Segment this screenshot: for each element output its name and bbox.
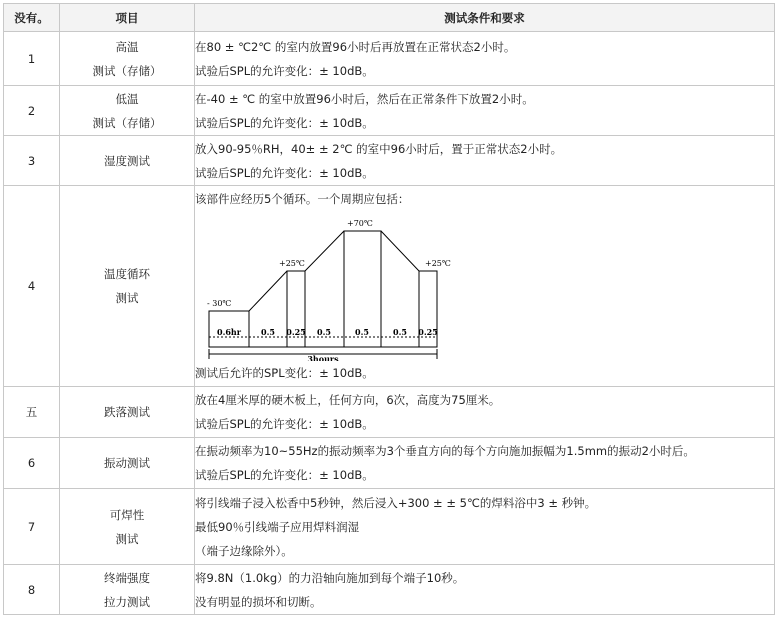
duration-label: 0.5 [355,327,369,337]
cond-line: 在-40 ± ℃ 的室中放置96小时后，然后在正常条件下放置2小时。 [195,91,534,106]
row-conditions [195,86,775,136]
item-line: 跌落测试 [104,405,150,419]
item-line: 终端强度 [104,570,150,585]
row-conditions [195,186,775,387]
table-row [4,136,775,186]
table-row [4,565,775,615]
duration-label: 0.5 [393,327,407,337]
row-item [60,32,195,86]
table-row [4,186,775,387]
row-item [60,186,195,387]
table-row [4,387,775,438]
row-number: 4 [4,186,60,387]
row-number: 1 [4,32,60,86]
header-cond: 测试条件和要求 [195,4,775,32]
row-conditions [195,32,775,86]
row-item [60,565,195,615]
header-no: 没有。 [4,4,60,32]
duration-label: 0.5 [317,327,331,337]
item-line: 测试（存储） [92,63,162,78]
item-line: 高温 [115,39,139,54]
row-item [60,438,195,489]
temp-label-rt-2: +25℃ [425,259,451,268]
table-row [4,489,775,565]
row-conditions [195,136,775,186]
cond-line: 测试后允许的SPL变化：± 10dB。 [195,366,374,380]
cond-line: 试验后SPL的允许变化：± 10dB。 [195,63,374,78]
row-number: 6 [4,438,60,489]
cond-line: 将引线端子浸入松香中5秒钟，然后浸入+300 ± ± 5℃的焊料浴中3 ± 秒钟。 [195,495,597,510]
table-row [4,32,775,86]
row-item [60,86,195,136]
test-spec-table [3,3,775,615]
table-row [4,438,775,489]
duration-label: 0.25 [286,327,306,337]
duration-label: 0.25 [418,327,438,337]
cond-line: 在80 ± ℃2℃ 的室内放置96小时后再放置在正常状态2小时。 [195,39,516,54]
cond-line: 试验后SPL的允许变化：± 10dB。 [195,115,374,130]
cond-line: 试验后SPL的允许变化：± 10dB。 [195,165,374,180]
row-item [60,489,195,565]
table-header-row [4,4,775,32]
row-conditions [195,438,775,489]
item-line: 低温 [115,91,139,106]
item-line: 测试 [115,291,139,305]
row-conditions [195,489,775,565]
cond-line: 在振动频率为10~55Hz的振动频率为3个垂直方向的每个方向施加振幅为1.5mm的振动2小时后。 [195,444,695,458]
item-line: 可焊性 [109,507,145,522]
row-number: 3 [4,136,60,186]
cond-line: 试验后SPL的允许变化：± 10dB。 [195,468,374,482]
row-number: 8 [4,565,60,615]
row-conditions [195,565,775,615]
cond-line: 没有明显的损坏和切断。 [195,594,322,609]
temp-label-cold: - 30℃ [207,299,232,308]
item-line: 湿度测试 [104,153,150,168]
duration-label: 0.6hr [217,327,241,337]
temperature-profile-line [209,231,437,311]
item-line: 振动测试 [104,456,150,470]
item-line: 测试（存储） [92,115,162,130]
row-conditions [195,387,775,438]
cond-line: 该部件应经历5个循环。一个周期应包括： [195,192,410,206]
cond-line: 试验后SPL的允许变化：± 10dB。 [195,417,374,431]
cond-line: 将9.8N（1.0kg）的力沿轴向施加到每个端子10秒。 [195,570,465,585]
temp-label-hot: +70℃ [347,219,373,228]
row-number: 2 [4,86,60,136]
total-duration-label: 3hours [307,354,339,361]
temp-label-rt-1: +25℃ [279,259,305,268]
cond-line: 放在4厘米厚的硬木板上，任何方向，6次，高度为75厘米。 [195,393,501,407]
header-item: 项目 [60,4,195,32]
temperature-cycle-diagram [201,211,461,361]
item-line: 拉力测试 [104,594,150,609]
row-item [60,136,195,186]
row-number: 五 [4,387,60,438]
item-line: 温度循环 [104,267,150,281]
duration-label: 0.5 [261,327,275,337]
cond-line: 放入90-95％RH，40± ± 2℃ 的室中96小时后，置于正常状态2小时。 [195,141,563,156]
row-number: 7 [4,489,60,565]
cond-line: （端子边缘除外）。 [195,543,293,558]
row-item [60,387,195,438]
cond-line: 最低90％引线端子应用焊料润湿 [195,519,360,534]
table-row [4,86,775,136]
item-line: 测试 [115,531,139,546]
